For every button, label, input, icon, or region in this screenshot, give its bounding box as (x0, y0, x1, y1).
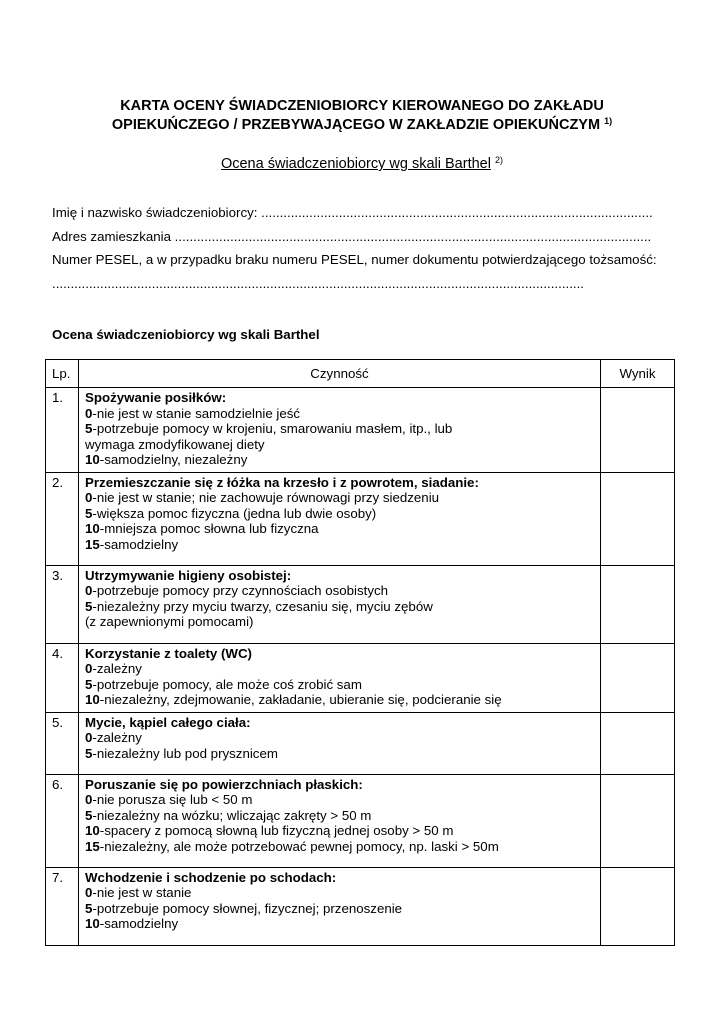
score-value: 15 (85, 838, 100, 854)
score-option (85, 792, 600, 808)
score-description: wymaga zmodyfikowanej diety (85, 436, 265, 452)
result-cell[interactable] (601, 472, 675, 565)
result-cell[interactable] (601, 712, 675, 774)
table-row (46, 774, 675, 867)
score-value: 5 (85, 421, 93, 436)
score-value: 0 (85, 490, 93, 505)
table-row (46, 472, 675, 565)
table-header-row (46, 360, 675, 388)
document-subtitle: Ocena świadczeniobiorcy wg skali Barthel $^{2)}$ (220, 155, 504, 172)
score-description: -zależny (92, 730, 142, 745)
activity-cell (79, 388, 601, 473)
row-number: 4. (46, 643, 79, 712)
score-description: -potrzebuje pomocy słownej, fizycznej; przenoszenie (92, 900, 403, 916)
score-description: -nie jest w stanie (92, 885, 192, 900)
score-description: -samodzielny (99, 916, 179, 931)
score-description: -samodzielny (99, 536, 179, 552)
score-option (85, 916, 600, 932)
score-value: 0 (85, 730, 93, 745)
score-description: -potrzebuje pomocy, ale może coś zrobić sam (92, 676, 362, 692)
score-description: (z zapewnionymi pomocami) (85, 614, 254, 629)
activity-cell (79, 643, 601, 712)
score-value: 0 (85, 792, 93, 807)
score-value: 5 (85, 900, 93, 916)
address-field[interactable]: Adres zamieszkania ................................................................................................................................. (52, 229, 652, 244)
activity-name: Mycie, kąpiel całego ciała: (85, 714, 251, 730)
score-option (85, 823, 600, 839)
activity-name: Przemieszczanie się z łóżka na krzesło i z powrotem, siadanie: (85, 474, 479, 490)
score-option (85, 490, 600, 506)
score-description: -nie jest w stanie samodzielnie jeść (92, 405, 301, 421)
title-footnote-marker: 1) (604, 116, 613, 126)
barthel-table (45, 359, 675, 946)
activity-name: Spożywanie posiłków: (85, 390, 227, 405)
score-description: -mniejsza pomoc słowna lub fizyczna (99, 521, 319, 536)
activity-name: Poruszanie się po powierzchniach płaskich: (85, 776, 363, 792)
row-number: 7. (46, 867, 79, 945)
result-cell[interactable] (601, 774, 675, 867)
result-cell[interactable] (601, 388, 675, 473)
score-value: 5 (85, 505, 93, 521)
score-value: 10 (85, 823, 100, 838)
table-row (46, 388, 675, 473)
score-description: -zależny (92, 661, 142, 676)
pesel-field[interactable]: ................................................................................................................................................ (52, 276, 584, 291)
score-description: -spacery z pomocą słowną lub fizyczną jednej osoby > 50 m (99, 823, 454, 838)
row-number: 2. (46, 472, 79, 565)
header-result: Wynik (601, 360, 675, 388)
table-body (46, 388, 675, 946)
score-value: 15 (85, 536, 100, 552)
score-value: 10 (85, 521, 100, 536)
result-cell[interactable] (601, 867, 675, 945)
score-option (85, 661, 600, 677)
score-option (85, 521, 600, 537)
subtitle-footnote-marker: 2) (495, 155, 504, 165)
activity-name: Korzystanie z toalety (WC) (85, 645, 252, 661)
table-row (46, 565, 675, 643)
result-cell[interactable] (601, 643, 675, 712)
score-option (85, 599, 600, 615)
result-cell[interactable] (601, 565, 675, 643)
score-value: 5 (85, 598, 93, 614)
document-title-line-2: OPIEKUŃCZEGO / PRZEBYWAJĄCEGO W ZAKŁADZIE OPIEKUŃCZYM $^{1)}$ (111, 116, 613, 133)
header-lp: Lp. (46, 360, 79, 388)
score-option (85, 452, 600, 468)
score-option (85, 730, 600, 746)
score-option (85, 746, 600, 762)
score-description: -samodzielny, niezależny (99, 452, 248, 467)
score-description: -nie jest w stanie; nie zachowuje równowagi przy siedzeniu (92, 490, 440, 505)
score-description: -niezależny lub pod prysznicem (92, 745, 278, 761)
score-value: 5 (85, 745, 93, 761)
activity-cell (79, 774, 601, 867)
activity-cell (79, 712, 601, 774)
score-option (85, 406, 600, 422)
pesel-label: Numer PESEL, a w przypadku braku numeru PESEL, numer dokumentu potwierdzającego tożsamość: (52, 252, 657, 267)
activity-name: Utrzymywanie higieny osobistej: (85, 567, 292, 583)
score-description: -niezależny na wózku; wliczając zakręty > 50 m (92, 807, 372, 823)
score-option (85, 839, 600, 855)
name-field[interactable]: Imię i nazwisko świadczeniobiorcy: .......................................................................................................... (52, 205, 653, 220)
score-option (85, 901, 600, 917)
score-value: 10 (85, 452, 100, 467)
score-option (85, 677, 600, 693)
score-option (85, 537, 600, 553)
score-option (85, 506, 600, 522)
score-option (85, 885, 600, 901)
document-title-line-1: KARTA OCENY ŚWIADCZENIOBIORCY KIEROWANEGO DO ZAKŁADU (120, 98, 604, 114)
activity-name: Wchodzenie i schodzenie po schodach: (85, 869, 337, 885)
score-value: 0 (85, 661, 93, 676)
score-description: -niezależny, ale może potrzebować pewnej pomocy, np. laski > 50m (99, 838, 499, 854)
section-title: Ocena świadczeniobiorcy wg skali Barthel (52, 327, 320, 342)
score-value: 5 (85, 807, 93, 823)
row-number: 6. (46, 774, 79, 867)
score-description: -potrzebuje pomocy w krojeniu, smarowaniu masłem, itp., lub (92, 421, 453, 436)
row-number: 5. (46, 712, 79, 774)
score-option (85, 808, 600, 824)
row-number: 1. (46, 388, 79, 473)
score-option (85, 421, 600, 437)
row-number: 3. (46, 565, 79, 643)
table-row (46, 643, 675, 712)
score-option (85, 583, 600, 599)
score-option (85, 692, 600, 708)
score-description: -niezależny, zdejmowanie, zakładanie, ubieranie się, podcieranie się (99, 692, 502, 707)
activity-cell (79, 867, 601, 945)
score-value: 10 (85, 692, 100, 707)
score-option (85, 614, 600, 630)
score-description: -potrzebuje pomocy przy czynnościach osobistych (92, 583, 389, 598)
score-value: 0 (85, 405, 93, 421)
activity-cell (79, 472, 601, 565)
score-value: 0 (85, 885, 93, 900)
score-option (85, 437, 600, 453)
header-activity: Czynność (79, 360, 601, 388)
score-value: 5 (85, 676, 93, 692)
score-description: -większa pomoc fizyczna (jedna lub dwie osoby) (92, 505, 377, 521)
score-description: -nie porusza się lub < 50 m (92, 792, 253, 807)
score-value: 10 (85, 916, 100, 931)
table-row (46, 867, 675, 945)
score-value: 0 (85, 583, 93, 598)
activity-cell (79, 565, 601, 643)
table-row (46, 712, 675, 774)
score-description: -niezależny przy myciu twarzy, czesaniu się, myciu zębów (92, 598, 433, 614)
